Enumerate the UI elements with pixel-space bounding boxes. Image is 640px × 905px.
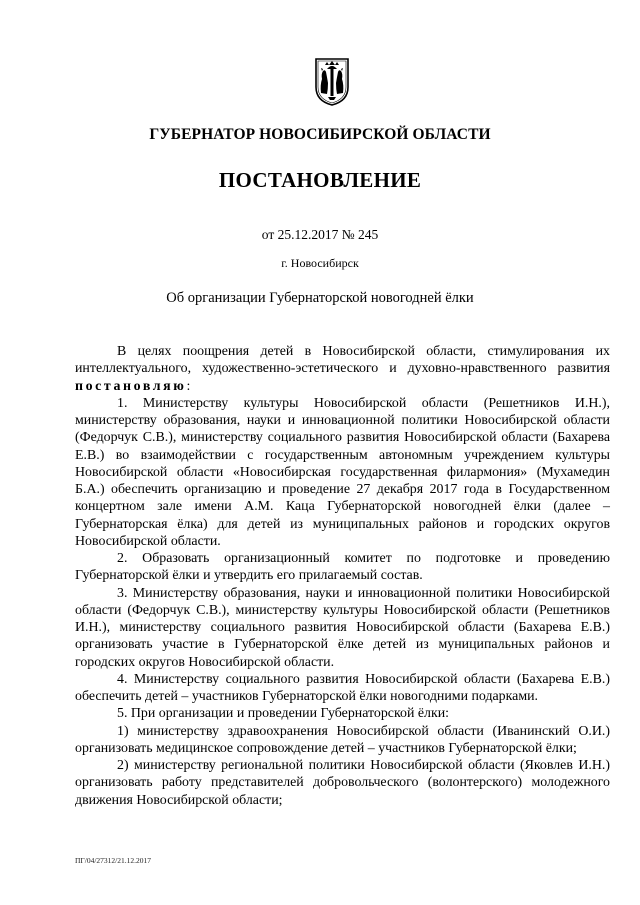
paragraph-5: 5. При организации и проведении Губернаторской ёлки: bbox=[117, 706, 449, 722]
paragraph-5-1: 1) министерству здравоохранения Новосибирской области (Иванинский О.И.) организовать медицинское сопровождение детей – участников Губернаторской ёлки; bbox=[75, 723, 610, 756]
decree-word: постановляю bbox=[75, 378, 187, 394]
document-date-number: от 25.12.2017 № 245 bbox=[261, 227, 379, 242]
intro-text: В целях поощрения детей в Новосибирской области, стимулирования их интеллектуального, художественно-эстетического и духовно-нравственного развития bbox=[75, 344, 610, 377]
paragraph-1: 1. Министерству культуры Новосибирской области (Решетников И.Н.), министерству образования, науки и инновационной политики Новосибирской области (Федорчук С.В.), министерству социального развития Новосибирской области (Бахарева Е.В.) во взаимодействии с государственным автономным учреждением культуры Новосибирской области «Новосибирская государственная филармония» (Мухамедин Б.А.) обеспечить организацию и проведение 27 декабря 2017 года в Государственном концертном зале имени А.М. Каца Губернаторской новогодней ёлки (далее – Губернаторская ёлка) для детей из муниципальных районов и городских округов Новосибирской области. bbox=[75, 395, 610, 549]
novosibirsk-coat-of-arms-icon bbox=[313, 57, 351, 107]
paragraph-2: 2. Образовать организационный комитет по подготовке и проведению Губернаторской ёлки и утвердить его прилагаемый состав. bbox=[75, 551, 610, 584]
paragraph-5-2: 2) министерству региональной политики Новосибирской области (Яковлев И.Н.) организовать работу представителей добровольческого (волонтерского) молодежного движения Новосибирской области; bbox=[75, 758, 610, 808]
paragraph-3: 3. Министерству образования, науки и инновационной политики Новосибирской области (Федорчук С.В.), министерству культуры Новосибирской области (Решетников И.Н.), министерству социального развития Новосибирской области (Бахарева Е.В.) организовать участие в Губернаторской ёлке детей из муниципальных районов и городских округов Новосибирской области. bbox=[75, 585, 610, 670]
org-title: ГУБЕРНАТОР НОВОСИБИРСКОЙ ОБЛАСТИ bbox=[149, 126, 491, 143]
intro-end: : bbox=[186, 378, 191, 394]
document-footer-code: ПГ/04/27312/21.12.2017 bbox=[75, 856, 152, 865]
document-subject: Об организации Губернаторской новогодней ёлки bbox=[166, 290, 474, 306]
document-body bbox=[75, 343, 610, 809]
document-city: г. Новосибирск bbox=[281, 256, 359, 270]
document-type-title: ПОСТАНОВЛЕНИЕ bbox=[218, 168, 422, 192]
intro-paragraph bbox=[75, 343, 610, 395]
paragraph-4: 4. Министерству социального развития Новосибирской области (Бахарева Е.В.) обеспечить детей – участников Губернаторской ёлки новогодними подарками. bbox=[75, 671, 610, 704]
